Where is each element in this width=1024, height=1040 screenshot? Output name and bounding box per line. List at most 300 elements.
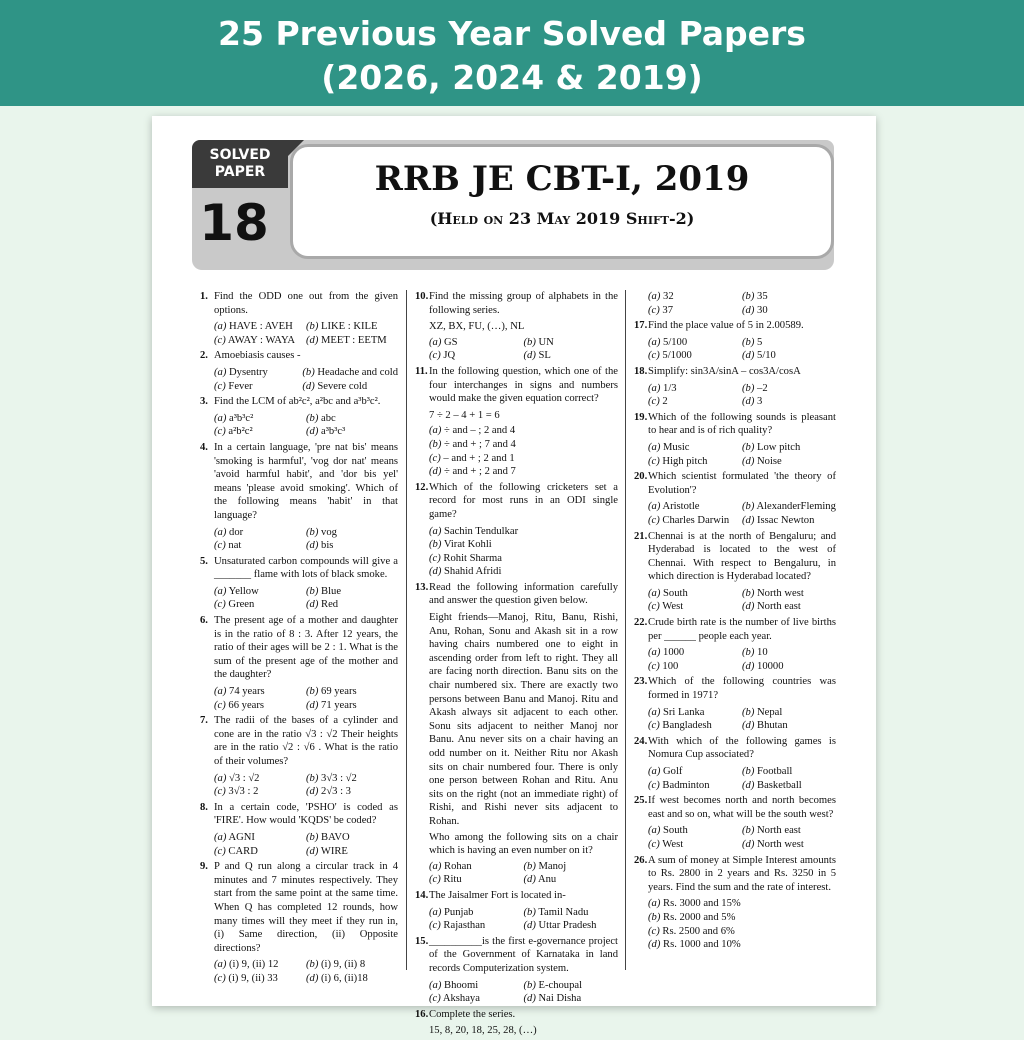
option-label: (d) — [306, 699, 319, 711]
option-text: AGNI — [228, 831, 255, 843]
option-label: (c) — [214, 334, 226, 346]
question-12 — [415, 481, 618, 522]
question-number: 20. — [634, 471, 648, 483]
question-10 — [415, 290, 618, 317]
option-text: 30 — [757, 304, 768, 316]
option-text: 5/100 — [663, 336, 688, 348]
answer-options — [415, 525, 618, 579]
question-number: 13. — [415, 581, 429, 593]
option-c — [648, 395, 742, 409]
option-label: (c) — [648, 396, 660, 408]
answer-options — [634, 587, 836, 614]
answer-options — [415, 860, 618, 887]
option-label: (d) — [306, 972, 319, 984]
paper-subtitle: (Held on 23 May 2019 Shift-2) — [429, 209, 695, 228]
option-b — [302, 366, 398, 380]
option-text: a³b³c² — [229, 412, 254, 424]
question-14 — [415, 889, 618, 903]
option-label: (d) — [306, 540, 319, 552]
option-b — [742, 290, 836, 304]
title-box — [290, 144, 834, 259]
option-label: (b) — [306, 772, 319, 784]
option-b — [429, 538, 618, 552]
option-text: WIRE — [320, 845, 348, 857]
question-text: Which of the following cricketers set a record for most runs in an ODI single game? — [429, 481, 618, 520]
question-text: Which scientist formulated 'the theory of Evolution'? — [648, 471, 836, 496]
option-label: (b) — [429, 438, 442, 450]
option-label: (a) — [429, 525, 442, 537]
option-text: LIKE : KILE — [321, 321, 378, 333]
option-text: ÷ and + ; 7 and 4 — [444, 438, 516, 450]
option-label: (d) — [523, 920, 536, 932]
answer-options — [634, 824, 836, 851]
question-23 — [634, 675, 836, 702]
question-number: 1. — [200, 291, 208, 302]
question-17 — [634, 319, 836, 333]
option-label: (c) — [429, 452, 441, 464]
answer-options — [634, 706, 836, 733]
option-b — [742, 646, 836, 660]
question-text: Find the place value of 5 in 2.00589. — [648, 320, 804, 332]
option-label: (b) — [648, 911, 661, 923]
option-text: BAVO — [321, 831, 350, 843]
option-label: (d) — [523, 993, 536, 1005]
option-label: (a) — [214, 366, 227, 378]
option-c — [648, 925, 836, 939]
option-c — [429, 349, 524, 363]
option-d — [742, 514, 836, 528]
question-text: A sum of money at Simple Interest amounts to Rs. 2800 in 2 years and Rs. 3250 in 5 years. Find the sum and the rate of interest. — [648, 854, 836, 893]
question-24 — [634, 735, 836, 762]
option-b — [524, 336, 619, 350]
option-text: UN — [538, 336, 554, 348]
option-label: (b) — [742, 706, 755, 718]
question-9 — [200, 860, 398, 955]
option-label: (b) — [742, 647, 755, 659]
option-text: nat — [228, 540, 242, 552]
option-text: (i) 9, (ii) 8 — [321, 959, 366, 971]
option-text: Blue — [321, 585, 342, 597]
option-a — [648, 824, 742, 838]
answer-options — [415, 906, 618, 933]
option-a — [214, 412, 306, 426]
option-text: Rohit Sharma — [443, 552, 502, 564]
question-11 — [415, 365, 618, 406]
option-label: (d) — [523, 350, 536, 362]
question-text: __________is the first e-governance project of the Government of Karnataka in land records Computerization system. — [429, 935, 618, 974]
option-b — [306, 831, 398, 845]
option-label: (a) — [214, 526, 227, 538]
option-text: Dysentry — [229, 366, 268, 378]
question-text: Find the LCM of ab²c², a²bc and a³b³c². — [214, 396, 381, 408]
banner-line-2: (2026, 2024 & 2019) — [321, 58, 703, 97]
option-text: Yellow — [228, 585, 259, 597]
option-text: Nai Disha — [538, 993, 582, 1005]
question-20 — [634, 470, 836, 497]
option-text: 10 — [757, 647, 768, 659]
option-d — [306, 785, 398, 799]
option-a — [214, 685, 306, 699]
option-text: North west — [757, 587, 804, 599]
question-2 — [200, 349, 398, 363]
option-label: (d) — [306, 426, 319, 438]
option-label: (d) — [742, 838, 755, 850]
option-a — [429, 525, 618, 539]
option-b — [306, 320, 398, 334]
option-a — [214, 958, 306, 972]
question-6 — [200, 614, 398, 682]
option-text: Uttar Pradesh — [538, 920, 597, 932]
question-number: 21. — [634, 530, 648, 542]
option-label: (b) — [742, 501, 755, 513]
option-text: West — [662, 838, 684, 850]
option-text: Issac Newton — [757, 514, 815, 526]
option-text: (i) 9, (ii) 33 — [228, 972, 278, 984]
question-prompt: Who among the following sits on a chair which is having an even number on it? — [429, 831, 618, 857]
option-a — [429, 336, 524, 350]
option-text: Badminton — [662, 779, 710, 791]
option-text: Bhutan — [757, 720, 788, 732]
option-text: 74 years — [229, 686, 265, 698]
question-text: Which of the following countries was formed in 1971? — [648, 676, 836, 702]
option-label: (c) — [214, 599, 226, 611]
option-b — [742, 706, 836, 720]
question-number: 26. — [634, 854, 648, 866]
option-text: Low pitch — [757, 441, 801, 453]
option-text: MEET : EETM — [321, 334, 387, 346]
option-b — [306, 526, 398, 540]
option-b — [742, 587, 836, 601]
option-label: (a) — [214, 321, 227, 333]
option-a — [214, 585, 306, 599]
option-label: (c) — [648, 514, 660, 526]
option-c — [648, 455, 742, 469]
option-text: 100 — [662, 660, 679, 672]
question-18 — [634, 365, 836, 379]
option-text: Shahid Afridi — [444, 566, 502, 578]
option-label: (d) — [742, 350, 755, 362]
option-a — [648, 441, 742, 455]
option-c — [214, 598, 306, 612]
option-label: (c) — [429, 920, 441, 932]
question-number: 19. — [634, 411, 648, 423]
option-text: Rs. 2500 and 6% — [662, 925, 735, 937]
option-text: Music — [663, 441, 690, 453]
option-label: (a) — [429, 906, 442, 918]
option-text: 37 — [662, 304, 674, 316]
question-text: In a certain code, 'PSHO' is coded as 'FIRE'. How would 'KQDS' be coded? — [214, 801, 398, 827]
option-c — [214, 972, 306, 986]
question-number: 2. — [200, 350, 208, 362]
option-b — [742, 500, 836, 514]
answer-options — [200, 526, 398, 553]
option-text: 32 — [663, 291, 674, 302]
question-number: 10. — [415, 291, 429, 302]
option-label: (a) — [648, 336, 661, 348]
question-8 — [200, 801, 398, 828]
option-text: JQ — [443, 350, 456, 362]
option-d — [306, 972, 398, 986]
option-label: (c) — [429, 350, 441, 362]
option-label: (c) — [648, 838, 660, 850]
option-label: (d) — [742, 779, 755, 791]
option-label: (b) — [742, 441, 755, 453]
option-label: (c) — [214, 540, 226, 552]
paper-number: 18 — [199, 194, 269, 252]
option-c — [648, 660, 742, 674]
option-d — [648, 938, 836, 952]
option-c — [648, 838, 742, 852]
option-label: (b) — [306, 686, 319, 698]
option-a — [648, 500, 742, 514]
solved-paper-badge — [192, 140, 288, 188]
option-text: GS — [444, 336, 458, 348]
option-text: a³b³c³ — [321, 426, 346, 438]
answer-options — [200, 772, 398, 799]
option-text: 71 years — [321, 699, 357, 711]
option-label: (a) — [648, 382, 661, 394]
option-label: (d) — [306, 786, 319, 798]
option-c — [648, 600, 742, 614]
option-c — [429, 992, 524, 1006]
option-text: 5/1000 — [662, 350, 692, 362]
question-text: Find the missing group of alphabets in the following series. — [429, 291, 618, 316]
option-label: (b) — [306, 585, 319, 597]
question-number: 9. — [200, 861, 208, 873]
question-number: 3. — [200, 396, 208, 408]
option-text: √3 : √2 — [229, 772, 260, 784]
option-text: 2√3 : 3 — [321, 786, 351, 798]
option-label: (c) — [648, 350, 660, 362]
question-13 — [415, 581, 618, 608]
question-text: Unsaturated carbon compounds will give a _______ flame with lots of black smoke. — [214, 555, 398, 581]
option-text: Red — [321, 599, 339, 611]
option-label: (d) — [306, 845, 319, 857]
option-label: (b) — [523, 860, 536, 872]
option-label: (a) — [214, 959, 227, 971]
option-label: (b) — [306, 526, 319, 538]
option-text: 3√3 : 2 — [228, 786, 259, 798]
option-a — [214, 320, 306, 334]
option-d — [429, 465, 618, 479]
answer-options — [200, 320, 398, 347]
question-number: 22. — [634, 617, 648, 629]
option-label: (d) — [429, 466, 442, 478]
option-label: (b) — [742, 825, 755, 837]
option-c — [429, 919, 524, 933]
option-label: (c) — [429, 552, 441, 564]
option-label: (c) — [648, 720, 660, 732]
option-d — [306, 334, 398, 348]
question-4 — [200, 441, 398, 523]
option-text: abc — [321, 412, 336, 424]
option-text: Sri Lanka — [663, 706, 705, 718]
option-c — [648, 719, 742, 733]
question-22 — [634, 616, 836, 643]
option-label: (c) — [429, 874, 441, 886]
option-label: (a) — [429, 979, 442, 991]
question-text: P and Q run along a circular track in 4 minutes and 7 minutes respectively. They start from the same point at the same time. When Q has completed 12 rounds, how many times will they meet if they run in, (i) Same direction, (ii) Opposite directions? — [214, 861, 398, 954]
option-d — [742, 600, 836, 614]
question-sequence: XZ, BX, FU, (…), NL — [429, 321, 525, 333]
question-text: If west becomes north and north becomes east and so on, what will be the south west? — [648, 795, 836, 820]
option-label: (c) — [648, 455, 660, 467]
option-text: CARD — [228, 845, 258, 857]
badge-line-1: SOLVED — [209, 147, 271, 163]
option-text: Nepal — [757, 706, 783, 718]
option-a — [648, 290, 742, 304]
option-d — [306, 699, 398, 713]
option-c — [214, 425, 306, 439]
option-label: (d) — [742, 720, 755, 732]
option-a — [648, 646, 742, 660]
option-label: (b) — [306, 959, 319, 971]
option-a — [214, 366, 302, 380]
option-text: Ritu — [443, 874, 462, 886]
option-b — [306, 585, 398, 599]
option-c — [214, 334, 306, 348]
option-text: South — [663, 825, 688, 837]
option-text: a²b²c² — [228, 426, 253, 438]
option-label: (a) — [214, 412, 227, 424]
option-a — [648, 897, 836, 911]
option-a — [214, 831, 306, 845]
option-label: (a) — [648, 825, 661, 837]
option-label: (b) — [523, 979, 536, 991]
option-label: (d) — [742, 396, 755, 408]
option-c — [214, 539, 306, 553]
option-text: Green — [228, 599, 255, 611]
option-label: (c) — [214, 972, 226, 984]
option-label: (b) — [742, 291, 755, 302]
option-label: (d) — [302, 380, 315, 392]
question-number: 15. — [415, 935, 429, 947]
option-d — [742, 395, 836, 409]
option-text: bis — [321, 540, 334, 552]
option-text: ÷ and + ; 2 and 7 — [444, 466, 516, 478]
option-d — [742, 455, 836, 469]
option-text: Noise — [757, 455, 782, 467]
question-sequence: 7 ÷ 2 – 4 + 1 = 6 — [429, 409, 500, 421]
column-divider — [625, 290, 626, 970]
option-label: (d) — [742, 304, 755, 316]
option-label: (a) — [648, 501, 661, 513]
option-text: Virat Kohli — [443, 539, 492, 551]
question-text: The Jaisalmer Fort is located in- — [429, 889, 566, 901]
answer-options — [200, 412, 398, 439]
column-1 — [200, 290, 398, 988]
option-b — [524, 906, 619, 920]
option-text: Sachin Tendulkar — [444, 525, 519, 537]
option-text: –2 — [757, 382, 768, 394]
option-text: Tamil Nadu — [538, 906, 589, 918]
option-label: (d) — [523, 874, 536, 886]
question-number: 16. — [415, 1008, 429, 1020]
option-c — [648, 514, 742, 528]
question-number: 23. — [634, 676, 648, 688]
question-number: 5. — [200, 555, 208, 567]
question-25 — [634, 794, 836, 821]
option-text: Basketball — [757, 779, 802, 791]
option-a — [648, 336, 742, 350]
question-7 — [200, 714, 398, 768]
option-text: 2 — [662, 396, 668, 408]
option-c — [648, 779, 742, 793]
option-text: Rohan — [444, 860, 472, 872]
option-text: HAVE : AVEH — [229, 321, 293, 333]
option-c — [648, 304, 742, 318]
option-label: (d) — [648, 939, 661, 951]
option-d — [742, 349, 836, 363]
option-text: Akshaya — [442, 993, 480, 1005]
option-text: 3√3 : √2 — [321, 772, 357, 784]
option-b — [306, 412, 398, 426]
option-label: (b) — [306, 412, 319, 424]
question-text: Which of the following sounds is pleasant to hear and is of rich quality? — [648, 411, 836, 437]
option-label: (a) — [214, 831, 227, 843]
question-text: In the following question, which one of the four interchanges in signs and numbers would make the given equation correct? — [429, 365, 618, 405]
question-text: Crude birth rate is the number of live births per ______ people each year. — [648, 617, 836, 642]
option-text: 1000 — [663, 647, 685, 659]
option-label: (a) — [648, 291, 661, 302]
option-c — [429, 552, 618, 566]
option-text: High pitch — [662, 455, 708, 467]
question-text: In a certain language, 'pre nat bis' means 'smoking is harmful', 'vog dor nat' means 'avoid harmful habit', and 'dor bis yel' means 'please avoid smoking'. Which of the following means 'habit' in that language? — [214, 441, 398, 521]
option-text: Aristotle — [662, 501, 700, 513]
option-text: 3 — [757, 396, 763, 408]
option-a — [429, 979, 524, 993]
answer-options — [634, 500, 836, 527]
option-text: 1/3 — [663, 382, 677, 394]
answer-options — [634, 290, 836, 317]
option-label: (a) — [429, 860, 442, 872]
option-d — [524, 919, 619, 933]
question-1 — [200, 290, 398, 317]
option-label: (d) — [306, 334, 319, 346]
option-text: (i) 9, (ii) 12 — [229, 959, 279, 971]
question-passage: Eight friends—Manoj, Ritu, Banu, Rishi, Anu, Rohan, Sonu and Akash sit in a row having chairs numbered one to eight in ascending order from left to right. They all are facing north direction. Banu sits on the chair numbered six. There are exactly two persons between Banu and Manoj. Ritu and Akash always sit adjacent to each other. Sonu sits adjacent to neither Manoj nor Banu. Anu never sits on a chair having an odd number on it. Neither Ritu nor Akash sits on chair numbered four. There is only one person between Rohan and Ritu. Anu sits on the right (not an immediate right) of Rishi, and Rishi never sits adjacent to Rohan. — [429, 612, 618, 827]
option-b — [742, 382, 836, 396]
option-label: (c) — [648, 925, 660, 937]
answer-options — [415, 336, 618, 363]
answer-options — [634, 336, 836, 363]
option-text: Rajasthan — [443, 920, 486, 932]
question-text: Read the following information carefully and answer the question given below. — [429, 581, 618, 607]
question-text: With which of the following games is Nomura Cup associated? — [648, 735, 836, 761]
answer-options — [634, 441, 836, 468]
option-d — [524, 873, 619, 887]
option-text: Golf — [663, 766, 683, 777]
option-label: (c) — [429, 993, 441, 1005]
option-text: Bangladesh — [662, 720, 712, 732]
option-c — [214, 699, 306, 713]
option-text: North east — [757, 601, 801, 613]
option-label: (a) — [648, 587, 661, 599]
question-number: 8. — [200, 801, 208, 813]
question-text: Simplify: sin3A/sinA – cos3A/cosA — [648, 365, 801, 377]
option-text: South — [663, 587, 688, 599]
option-text: E-choupal — [538, 979, 583, 991]
option-text: Rs. 1000 and 10% — [663, 939, 741, 951]
answer-options — [200, 585, 398, 612]
question-number: 6. — [200, 615, 208, 627]
question-text: Chennai is at the north of Bengaluru; and Hyderabad is located to the west of Chennai. With respect to Bengaluru, in which direction is Hyderabad located? — [648, 530, 836, 583]
option-a — [429, 424, 618, 438]
option-label: (d) — [742, 660, 755, 672]
question-3 — [200, 395, 398, 409]
option-text: Football — [757, 766, 793, 777]
option-text: Manoj — [538, 860, 567, 872]
